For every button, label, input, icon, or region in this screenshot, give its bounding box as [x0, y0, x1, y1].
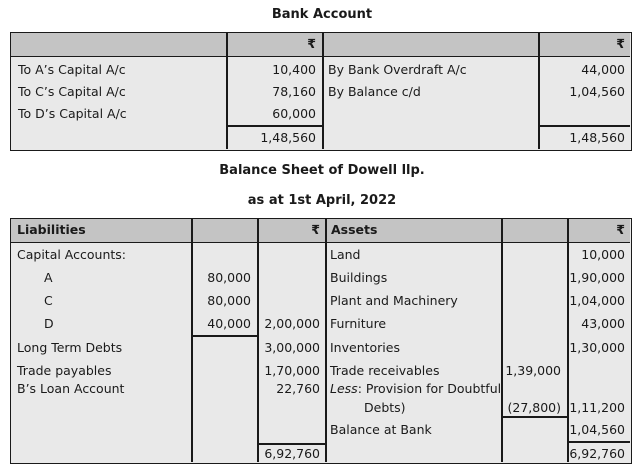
divider — [257, 443, 326, 445]
partner-name: A — [44, 270, 53, 285]
debit-amount: 60,000 — [272, 106, 316, 121]
credit-particulars: By Bank Overdraft A/c — [328, 62, 467, 77]
provision-amount: (27,800) — [507, 400, 561, 415]
b-loan-label: B’s Loan Account — [17, 381, 125, 396]
assets-total: 6,92,760 — [569, 446, 625, 461]
trade-payables-label: Trade payables — [17, 363, 112, 378]
provision-label-cont: Debts) — [364, 400, 406, 415]
balance-sheet-subtitle: as at 1st April, 2022 — [247, 193, 397, 208]
trade-receivables-label: Trade receivables — [330, 363, 440, 378]
capital-accounts-label: Capital Accounts: — [17, 247, 126, 262]
bank-balance-amount: 1,04,560 — [569, 422, 625, 437]
trade-receivables-amount: 1,39,000 — [505, 363, 561, 378]
divider — [191, 219, 193, 462]
balance-sheet-title: Balance Sheet of Dowell llp. — [219, 163, 425, 178]
partner-capital: 80,000 — [207, 293, 251, 308]
debit-particulars: To C’s Capital A/c — [18, 84, 126, 99]
divider — [325, 219, 327, 462]
plant-label: Plant and Machinery — [330, 293, 458, 308]
provision-text: : Provision for Doubtful — [357, 381, 502, 396]
debit-total: 1,48,560 — [260, 130, 316, 145]
divider — [538, 125, 630, 127]
buildings-amount: 1,90,000 — [569, 270, 625, 285]
bank-account-table — [10, 32, 632, 151]
land-amount: 10,000 — [581, 247, 625, 262]
b-loan-amount: 22,760 — [276, 381, 320, 396]
partner-name: C — [44, 293, 53, 308]
liabilities-total: 6,92,760 — [264, 446, 320, 461]
less-label: Less — [330, 381, 358, 396]
bank-account-title: Bank Account — [271, 7, 373, 22]
capital-total: 2,00,000 — [264, 316, 320, 331]
plant-amount: 1,04,000 — [569, 293, 625, 308]
partner-capital: 80,000 — [207, 270, 251, 285]
partner-capital: 40,000 — [207, 316, 251, 331]
debit-amount: 10,400 — [272, 62, 316, 77]
divider — [322, 33, 324, 149]
credit-total: 1,48,560 — [569, 130, 625, 145]
rupee-icon: ₹ — [311, 222, 320, 237]
divider — [567, 441, 630, 443]
assets-header: Assets — [331, 222, 378, 237]
inventories-label: Inventories — [330, 340, 400, 355]
divider — [501, 416, 568, 418]
long-term-debts-label: Long Term Debts — [17, 340, 123, 355]
divider — [191, 335, 258, 337]
divider — [226, 125, 323, 127]
credit-amount: 44,000 — [581, 62, 625, 77]
trade-payables-amount: 1,70,000 — [264, 363, 320, 378]
partner-name: D — [44, 316, 54, 331]
rupee-icon: ₹ — [616, 36, 625, 51]
credit-amount: 1,04,560 — [569, 84, 625, 99]
furniture-amount: 43,000 — [581, 316, 625, 331]
rupee-icon: ₹ — [307, 36, 316, 51]
liabilities-header: Liabilities — [17, 222, 86, 237]
credit-particulars: By Balance c/d — [328, 84, 421, 99]
buildings-label: Buildings — [330, 270, 388, 285]
divider — [501, 219, 503, 462]
balance-sheet-table — [10, 218, 632, 464]
debit-amount: 78,160 — [272, 84, 316, 99]
debit-particulars: To D’s Capital A/c — [18, 106, 127, 121]
bs-header-row — [11, 219, 630, 243]
land-label: Land — [330, 247, 361, 262]
furniture-label: Furniture — [330, 316, 387, 331]
rupee-icon: ₹ — [616, 222, 625, 237]
net-receivables-amount: 1,11,200 — [569, 400, 625, 415]
debit-particulars: To A’s Capital A/c — [18, 62, 126, 77]
long-term-debts-amount: 3,00,000 — [264, 340, 320, 355]
provision-label — [330, 381, 501, 397]
bank-balance-label: Balance at Bank — [330, 422, 432, 437]
inventories-amount: 1,30,000 — [569, 340, 625, 355]
